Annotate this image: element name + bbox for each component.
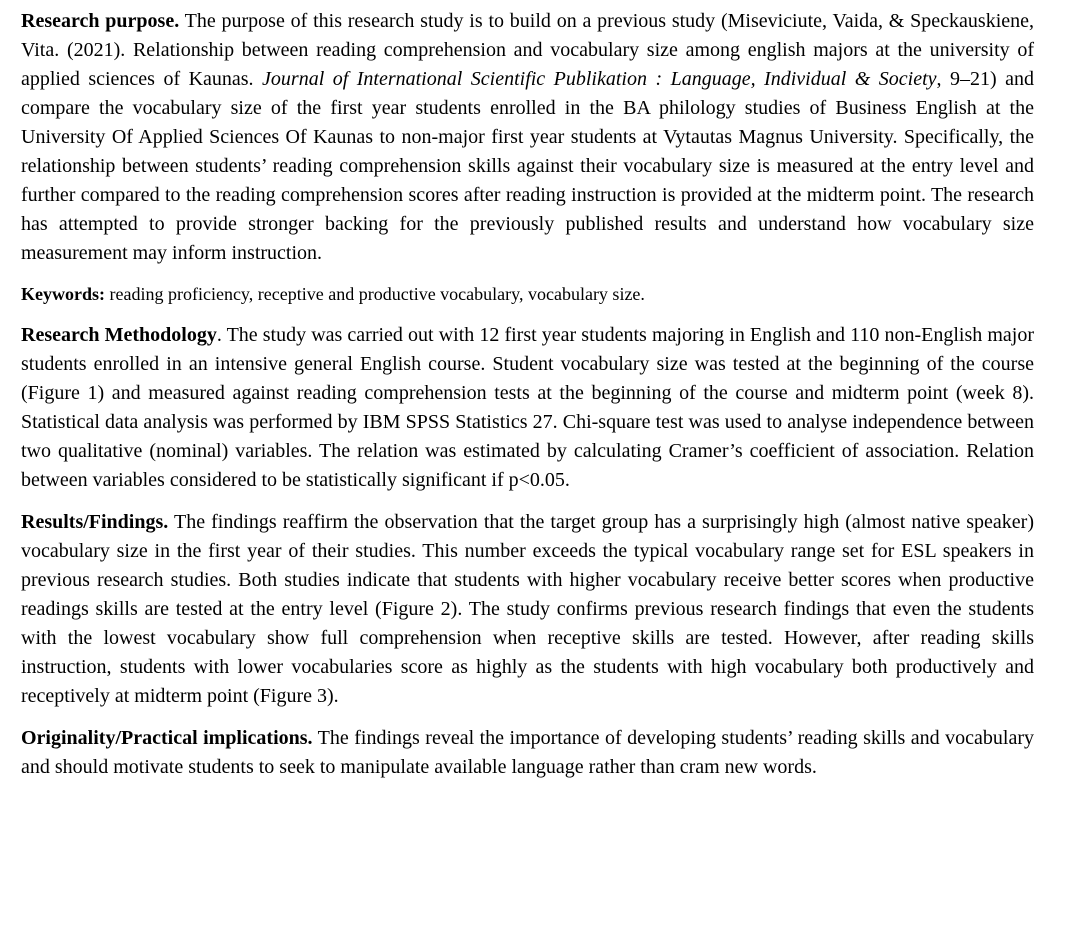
research-purpose-heading: Research purpose. [21,10,180,32]
research-purpose-text-before-citation: The purpose of this research study is to build on a previous study (Miseviciute, Vaida, & Speckauskiene, Vita. (2021). Relationship between reading comprehension and vocabulary size among english majors at the university of applied sciences of Kaunas. [21,10,1035,90]
keywords-heading: Keywords: [21,284,105,304]
results-findings-heading: Results/Findings. [21,511,169,533]
paragraph-research-methodology [21,321,1034,495]
results-findings-text: The findings reaffirm the observation that the target group has a surprisingly high (almost native speaker) vocabulary size in the first year of their studies. This number exceeds the typical vocabulary range set for ESL speakers in previous research studies. Both studies indicate that students with higher vocabulary receive better scores when productive readings skills are tested at the entry level (Figure 2). The study confirms previous research findings that even the students with the lowest vocabulary show full comprehension when receptive skills are tested. However, after reading skills instruction, students with lower vocabularies score as highly as the students with high vocabulary both productively and receptively at midterm point (Figure 3). [21,511,1034,707]
originality-implications-heading: Originality/Practical implications. [21,727,313,749]
journal-citation-title: Journal of International Scientific Publikation : Language, Individual & Society [262,68,937,90]
research-methodology-text: . The study was carried out with 12 first year students majoring in English and 110 non-English major students enrolled in an intensive general English course. Student vocabulary size was tested at the beginning of the course (Figure 1) and measured against reading comprehension tests at the beginning of the course and midterm point (week 8). Statistical data analysis was performed by IBM SPSS Statistics 27. Chi-square test was used to analyse independence between two qualitative (nominal) variables. The relation was estimated by calculating Cramer’s coefficient of association. Relation between variables considered to be statistically significant if p<0.05. [21,324,1035,491]
paragraph-results-findings [21,508,1034,711]
paragraph-keywords [21,281,1034,307]
research-purpose-text-after-citation: , 9–21) and compare the vocabulary size of the first year students enrolled in the BA philology studies of Business English at the University Of Applied Sciences Of Kaunas to non-major first year students at Vytautas Magnus University. Specifically, the relationship between students’ reading comprehension skills against their vocabulary size is measured at the entry level and further compared to the reading comprehension scores after reading instruction is provided at the midterm point. The research has attempted to provide stronger backing for the previously published results and understand how vocabulary size measurement may inform instruction. [21,68,1034,264]
keywords-text: reading proficiency, receptive and productive vocabulary, vocabulary size. [105,284,645,304]
paragraph-originality-implications [21,724,1034,782]
paragraph-research-purpose [21,7,1034,268]
originality-implications-text: The findings reveal the importance of developing students’ reading skills and vocabulary and should motivate students to seek to manipulate available language rather than cram new words. [21,727,1034,778]
research-methodology-heading: Research Methodology [21,324,217,346]
